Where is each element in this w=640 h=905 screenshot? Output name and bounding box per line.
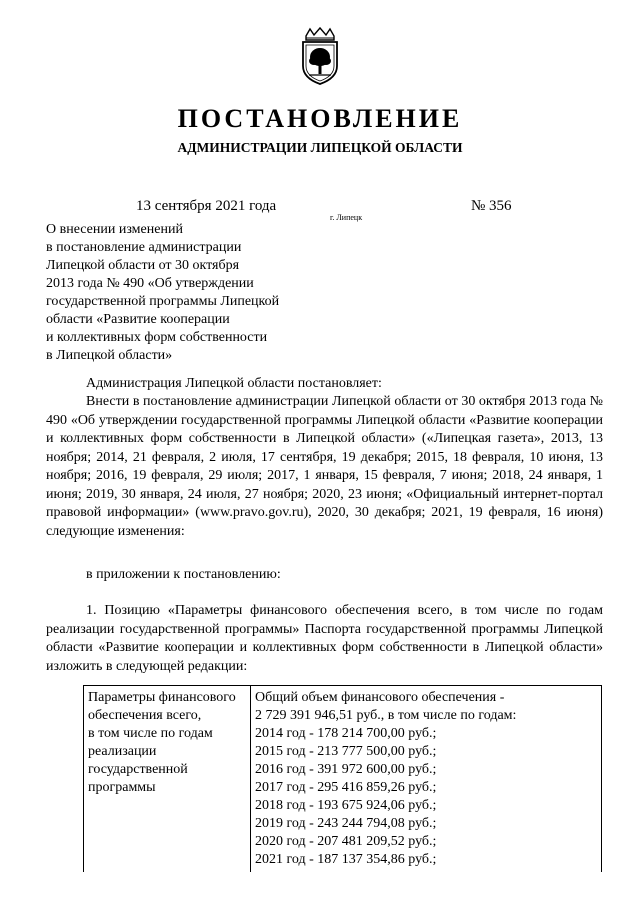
parameter-name-line: реализации <box>88 744 157 759</box>
main-paragraph: Внести в постановление администрации Липецкой области от 30 октября 2013 года № 490 «Об утверждении государственной программы Липецкой области «Развитие кооперации и коллективных форм собственности в Липецкой области» («Липецкая газета», 2013, 13 ноября; 2014, 21 февраля, 2 июля, 17 сентября, 19 декабря; 2015, 18 февраля, 10 июня, 13 ноября; 2016, 19 февраля, 29 июля; 2017, 1 января, 15 февраля, 7 июня; 2018, 24 января, 1 июня; 2019, 30 января, 24 июля, 27 ноября; 2020, 23 июня; «Официальный интернет-портал правовой информации» (www.pravo.gov.ru), 2020, 30 декабря; 2021, 19 февраля, 16 июня) следующие изменения: <box>46 394 603 539</box>
document-number: № 356 <box>471 198 512 214</box>
table-row <box>84 686 602 873</box>
document-city: г. Липецк <box>330 213 363 222</box>
subject-line: в постановление администрации <box>46 240 242 255</box>
subject-line: и коллективных форм собственности <box>46 330 268 345</box>
parameter-name-line: в том числе по годам <box>88 726 213 741</box>
financing-year-line: 2018 год - 193 675 924,06 руб.; <box>255 798 437 813</box>
financing-parameters-table <box>83 685 602 872</box>
financing-year-line: 2017 год - 295 416 859,26 руб.; <box>255 780 437 795</box>
subject-line: государственной программы Липецкой <box>46 294 280 309</box>
financing-year-line: 2021 год - 187 137 354,86 руб.; <box>255 852 437 867</box>
appendix-paragraph: в приложении к постановлению: <box>86 567 281 582</box>
financing-year-line: 2015 год - 213 777 500,00 руб.; <box>255 744 437 759</box>
parameter-name-line: программы <box>88 780 156 795</box>
subject-line: области «Развитие кооперации <box>46 312 230 327</box>
financing-total-line: 2 729 391 946,51 руб., в том числе по годам: <box>255 708 517 723</box>
subject-line: О внесении изменений <box>46 222 183 237</box>
subject-line: в Липецкой области» <box>46 348 173 363</box>
financing-year-line: 2014 год - 178 214 700,00 руб.; <box>255 726 437 741</box>
coat-of-arms-icon <box>297 26 343 86</box>
parameter-name-line: Параметры финансового <box>88 690 236 705</box>
document-subject <box>46 221 306 365</box>
item-1-paragraph: 1. Позицию «Параметры финансового обеспечения всего, в том числе по годам реализации государственной программы» Паспорта государственной программы Липецкой области «Развитие кооперации и коллективных форм собственности в Липецкой области» изложить в следующей редакции: <box>46 603 603 674</box>
issuing-authority: АДМИНИСТРАЦИИ ЛИПЕЦКОЙ ОБЛАСТИ <box>177 140 463 155</box>
parameter-name-line: обеспечения всего, <box>88 708 202 723</box>
document-title: ПОСТАНОВЛЕНИЕ <box>177 104 463 133</box>
parameter-value-cell <box>251 686 602 873</box>
financing-total-line: Общий объем финансового обеспечения - <box>255 690 505 705</box>
document-date: 13 сентября 2021 года <box>136 198 277 214</box>
intro-paragraph: Администрация Липецкой области постановляет: <box>86 376 382 391</box>
financing-year-line: 2016 год - 391 972 600,00 руб.; <box>255 762 437 777</box>
subject-line: 2013 года № 490 «Об утверждении <box>46 276 254 291</box>
financing-year-line: 2019 год - 243 244 794,08 руб.; <box>255 816 437 831</box>
parameter-name-cell <box>84 686 251 873</box>
subject-line: Липецкой области от 30 октября <box>46 258 240 273</box>
parameter-name-line: государственной <box>88 762 188 777</box>
financing-year-line: 2020 год - 207 481 209,52 руб.; <box>255 834 437 849</box>
